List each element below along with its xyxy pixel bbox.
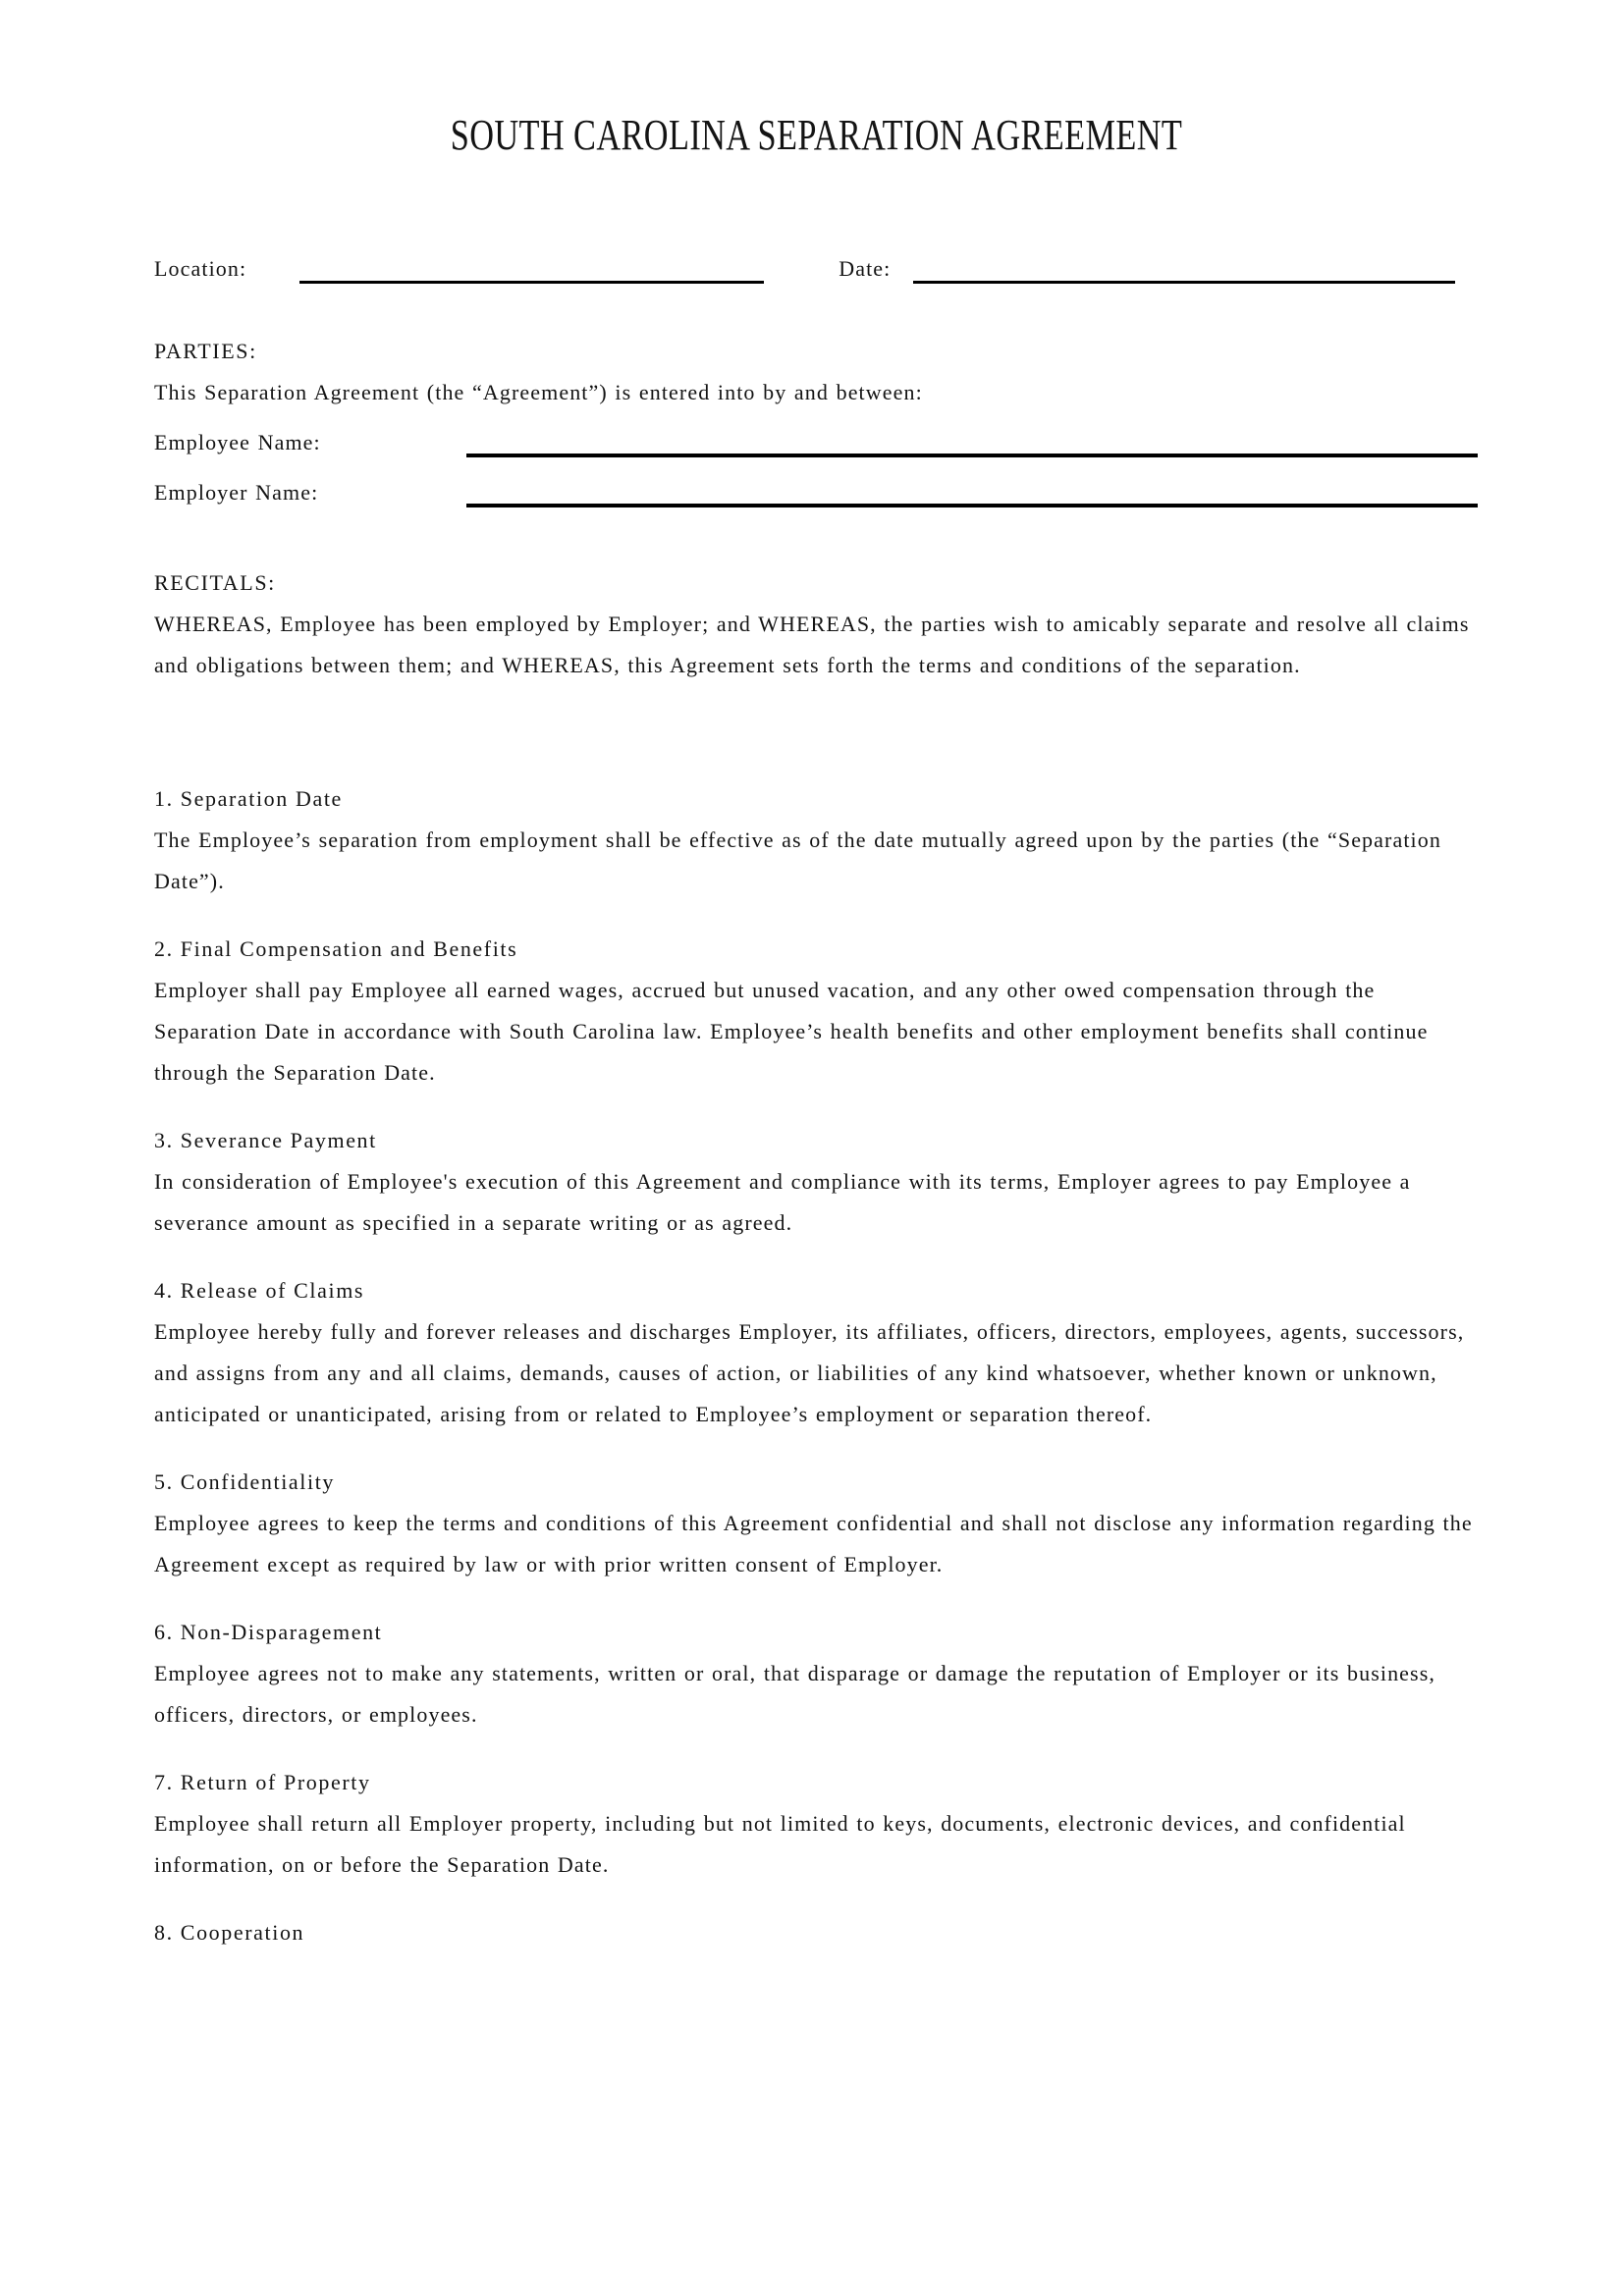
section-heading: 1. Separation Date xyxy=(154,786,343,811)
recitals-body: WHEREAS, Employee has been employed by Employer; and WHEREAS, the parties wish to amicably separate and resolve all claims and obligations between them; and WHEREAS, this Agreement sets forth the terms and conditions of the separation. xyxy=(154,612,1470,677)
section-body: Employee agrees not to make any statements, written or oral, that disparage or damage the reputation of Employer or its business, officers, directors, or employees. xyxy=(154,1661,1435,1727)
parties-section xyxy=(154,331,1479,513)
section-body: In consideration of Employee's execution of this Agreement and compliance with its terms, Employer agrees to pay Employee a severance amount as specified in a separate writing or as agreed. xyxy=(154,1169,1411,1235)
employer-name-label: Employer Name: xyxy=(154,480,319,505)
date-label: Date: xyxy=(839,256,892,281)
parties-heading: PARTIES: xyxy=(154,339,257,363)
employee-name-row xyxy=(154,416,1479,463)
location-label: Location: xyxy=(154,256,247,281)
employer-name-field-line[interactable] xyxy=(466,474,1478,507)
date-field-line[interactable] xyxy=(913,251,1455,284)
location-date-row xyxy=(154,243,1479,290)
section-body: Employee shall return all Employer property, including but not limited to keys, documents, electronic devices, and confidential information, on or before the Separation Date. xyxy=(154,1811,1406,1877)
section-final-compensation xyxy=(154,929,1479,1094)
employee-name-label: Employee Name: xyxy=(154,430,321,454)
section-body: Employee hereby fully and forever releases and discharges Employer, its affiliates, officers, directors, employees, agents, successors, and assigns from any and all claims, demands, causes of action, or liabilities of any kind whatsoever, whether known or unknown, anticipated or unanticipated, arising from or related to Employee’s employment or separation thereof. xyxy=(154,1319,1465,1426)
section-heading: 2. Final Compensation and Benefits xyxy=(154,936,518,961)
section-severance-payment xyxy=(154,1120,1479,1244)
page-title: SOUTH CAROLINA SEPARATION AGREEMENT xyxy=(450,111,1183,159)
section-body: The Employee’s separation from employment shall be effective as of the date mutually agreed upon by the parties (the “Separation Date”). xyxy=(154,828,1441,893)
section-heading: 8. Cooperation xyxy=(154,1920,305,1945)
section-body: Employer shall pay Employee all earned wages, accrued but unused vacation, and any other owed compensation through the Separation Date in accordance with South Carolina law. Employee’s health benefits and other employment benefits shall continue through the Separation Date. xyxy=(154,978,1429,1085)
employee-name-field-line[interactable] xyxy=(466,424,1478,457)
section-heading: 7. Return of Property xyxy=(154,1770,371,1794)
recitals-section xyxy=(154,562,1479,686)
section-heading: 5. Confidentiality xyxy=(154,1469,336,1494)
location-field-line[interactable] xyxy=(299,251,764,284)
employer-name-row xyxy=(154,466,1479,513)
section-heading: 4. Release of Claims xyxy=(154,1278,365,1303)
section-non-disparagement xyxy=(154,1612,1479,1735)
section-heading: 3. Severance Payment xyxy=(154,1128,377,1152)
section-heading: 6. Non-Disparagement xyxy=(154,1620,383,1644)
section-separation-date xyxy=(154,778,1479,902)
parties-intro: This Separation Agreement (the “Agreement”) is entered into by and between: xyxy=(154,380,923,404)
section-release-of-claims xyxy=(154,1270,1479,1435)
section-confidentiality xyxy=(154,1462,1479,1585)
section-return-of-property xyxy=(154,1762,1479,1886)
numbered-sections xyxy=(154,778,1479,1953)
section-body: Employee agrees to keep the terms and conditions of this Agreement confidential and shall not disclose any information regarding the Agreement except as required by law or with prior written consent of Employer. xyxy=(154,1511,1473,1576)
section-cooperation xyxy=(154,1912,1479,1953)
recitals-heading: RECITALS: xyxy=(154,570,276,595)
